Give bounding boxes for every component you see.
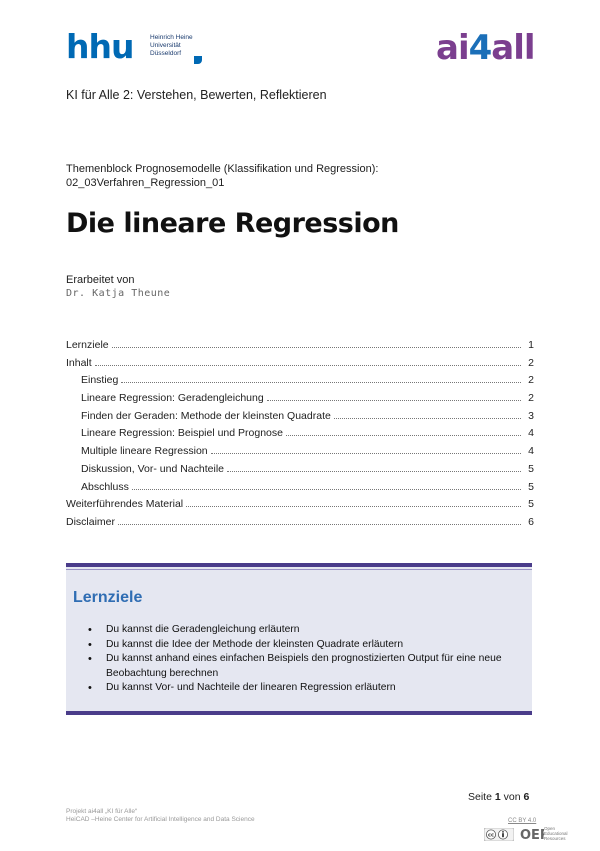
toc-page-number: 1	[528, 339, 534, 351]
toc-entry-weiterfuehrendes-material[interactable]	[66, 498, 534, 516]
oer-mark-text: OE	[520, 828, 540, 843]
topic-line: Themenblock Prognosemodelle (Klassifikation und Regression):	[66, 163, 379, 175]
page-current: 1	[494, 791, 501, 803]
page-indicator	[468, 791, 529, 803]
license-link[interactable]: CC BY 4.0	[508, 818, 537, 824]
toc-entry-label: Lineare Regression: Geradengleichung	[81, 392, 264, 405]
hhu-logo-mark: hhu	[66, 27, 134, 66]
toc-page-number: 5	[528, 480, 534, 493]
oer-logo-line: Resources	[544, 836, 566, 841]
objectives-top-rule	[66, 569, 532, 570]
toc-entry-label: Weiterführendes Material	[66, 498, 184, 511]
toc-entry-label: Abschluss	[81, 480, 129, 493]
oer-logo	[520, 825, 582, 843]
learning-objectives-box	[66, 563, 532, 715]
toc-leader	[112, 346, 521, 348]
oer-logo-line: Open	[544, 826, 556, 831]
toc-leader	[186, 505, 521, 507]
toc-leader	[286, 434, 521, 436]
toc-entry-label: Lineare Regression: Beispiel und Prognose	[81, 427, 283, 440]
page-mid: von	[503, 791, 521, 803]
oer-logo-text	[544, 826, 568, 841]
hhu-logo-accent	[194, 56, 202, 64]
footer-project-line: Projekt ai4all „KI für Alle“	[66, 808, 138, 815]
page-total: 6	[523, 791, 530, 803]
table-of-contents	[66, 339, 534, 534]
hhu-logo-line: Heinrich Heine	[150, 34, 193, 41]
objectives-heading: Lernziele	[73, 589, 143, 606]
toc-leader	[121, 381, 521, 383]
toc-page-number: 6	[528, 515, 534, 528]
toc-entry-disclaimer[interactable]	[66, 516, 534, 534]
toc-entry-geradengleichung[interactable]	[66, 392, 534, 410]
ai4all-logo-right: all	[491, 28, 535, 68]
toc-entry-diskussion[interactable]	[66, 463, 534, 481]
footer-center-line: HeiCAD –Heine Center for Artificial Intelligence and Data Science	[66, 816, 255, 823]
toc-leader	[227, 470, 521, 472]
toc-page-number: 4	[528, 445, 534, 458]
cc-by-icon	[484, 828, 514, 841]
toc-entry-label: Lernziele	[66, 339, 109, 351]
toc-leader	[211, 452, 521, 454]
ai4all-logo	[436, 28, 535, 68]
course-title: KI für Alle 2: Verstehen, Bewerten, Reflektieren	[66, 88, 327, 102]
hhu-logo-line: Düsseldorf	[150, 50, 182, 57]
toc-page-number: 5	[528, 462, 534, 475]
toc-leader	[267, 399, 521, 401]
author-label: Erarbeitet von	[66, 274, 135, 286]
toc-entry-label: Disclaimer	[66, 515, 116, 528]
toc-leader	[132, 488, 521, 490]
objective-item: • Du kannst anhand eines einfachen Beispiels den prognostizierten Output für eine neue Beobachtung berechnen	[88, 652, 520, 681]
toc-entry-einstieg[interactable]	[66, 374, 534, 392]
toc-entry-multiple-regression[interactable]	[66, 445, 534, 463]
toc-entry-label: Inhalt	[66, 356, 92, 369]
toc-leader	[334, 417, 521, 419]
hhu-logo-text	[150, 34, 193, 58]
toc-leader	[118, 523, 521, 525]
oer-logo-line: Educational	[544, 831, 568, 836]
toc-page-number: 2	[528, 356, 534, 369]
toc-entry-beispiel-prognose[interactable]	[66, 427, 534, 445]
hhu-logo-line: Universität	[150, 42, 181, 49]
toc-entry-label: Diskussion, Vor- und Nachteile	[81, 462, 224, 475]
oer-mark-icon	[520, 825, 544, 843]
toc-page-number: 2	[528, 392, 534, 405]
objective-item: • Du kannst Vor- und Nachteile der linearen Regression erläutern	[88, 681, 520, 696]
hhu-logo	[66, 27, 206, 70]
toc-page-number: 5	[528, 498, 534, 511]
toc-entry-lernziele[interactable]	[66, 339, 534, 357]
toc-entry-label: Multiple lineare Regression	[81, 445, 208, 458]
topic-code: 02_03Verfahren_Regression_01	[66, 177, 225, 189]
objective-item: • Du kannst die Geradengleichung erläutern	[88, 623, 520, 638]
objectives-list	[88, 623, 520, 696]
objective-item: • Du kannst die Idee der Methode der kleinsten Quadrate erläutern	[88, 638, 520, 653]
toc-page-number: 2	[528, 374, 534, 387]
author-name: Dr. Katja Theune	[66, 288, 171, 299]
ai4all-logo-left: ai	[436, 28, 469, 68]
cc-badge-label: cc	[488, 832, 494, 839]
page-prefix: Seite	[468, 791, 492, 803]
toc-entry-inhalt[interactable]	[66, 357, 534, 375]
toc-page-number: 3	[528, 409, 534, 422]
document-title: Die lineare Regression	[66, 208, 399, 239]
toc-leader	[95, 364, 521, 366]
toc-entry-label: Einstieg	[81, 374, 119, 387]
toc-entry-abschluss[interactable]	[66, 481, 534, 499]
toc-entry-kleinste-quadrate[interactable]	[66, 410, 534, 428]
ai4all-logo-four: 4	[468, 28, 492, 68]
toc-entry-label: Finden der Geraden: Methode der kleinsten Quadrate	[81, 409, 331, 422]
toc-page-number: 4	[528, 427, 534, 440]
